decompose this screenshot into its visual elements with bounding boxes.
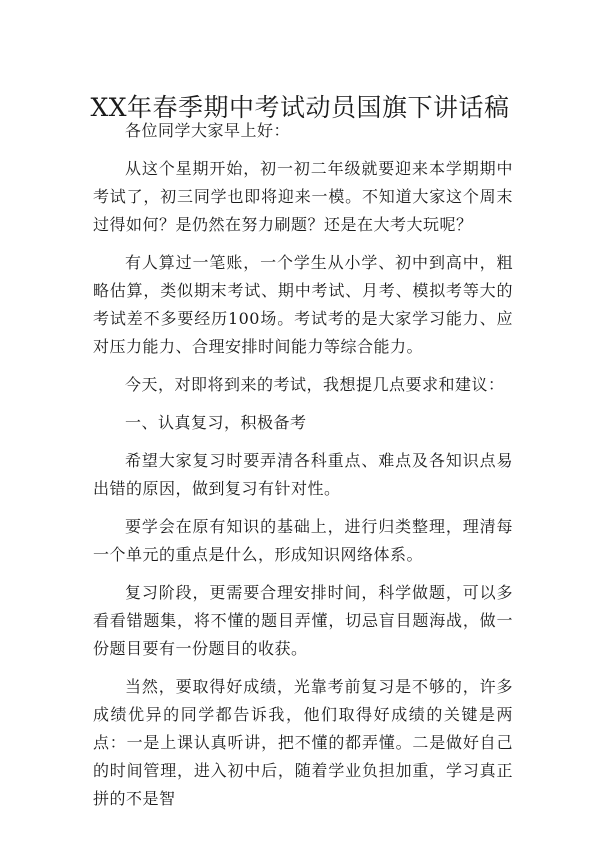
paragraph: 希望大家复习时要弄清各科重点、难点及各知识点易出错的原因，做到复习有针对性。 — [93, 451, 513, 498]
paragraph: 从这个星期开始，初一初二年级就要迎来本学期期中考试了，初三同学也即将迎来一模。不知道大家这个周末过得如何？是仍然在努力刷题？还是在大考大玩呢？ — [93, 159, 513, 234]
paragraph: 有人算过一笔账，一个学生从小学、初中到高中，粗略估算，类似期末考试、期中考试、月考、模拟考等大的考试差不多要经历100场。考试考的是大家学习能力、应对压力能力、合理安排时间能力等综合能力。 — [93, 253, 513, 356]
paragraph: 要学会在原有知识的基础上，进行归类整理，理清每一个单元的重点是什么，形成知识网络体系。 — [93, 517, 513, 564]
paragraph-greeting: 各位同学大家早上好： — [125, 121, 291, 140]
section-heading: 一、认真复习，积极备考 — [125, 413, 307, 432]
document-body — [93, 117, 513, 823]
document-title: XX年春季期中考试动员国旗下讲话稿 — [90, 92, 510, 122]
paragraph: 当然，要取得好成绩，光靠考前复习是不够的，许多成绩优异的同学都告诉我，他们取得好成绩的关键是两点：一是上课认真听讲，把不懂的都弄懂。二是做好自己的时间管理，进入初中后，随着学业负担加重，学习真正拼的不是智 — [93, 677, 513, 808]
paragraph: 复习阶段，更需要合理安排时间，科学做题，可以多看看错题集，将不懂的题目弄懂，切忌盲目题海战，做一份题目要有一份题目的收获。 — [93, 583, 513, 658]
paragraph: 今天，对即将到来的考试，我想提几点要求和建议： — [125, 375, 505, 394]
